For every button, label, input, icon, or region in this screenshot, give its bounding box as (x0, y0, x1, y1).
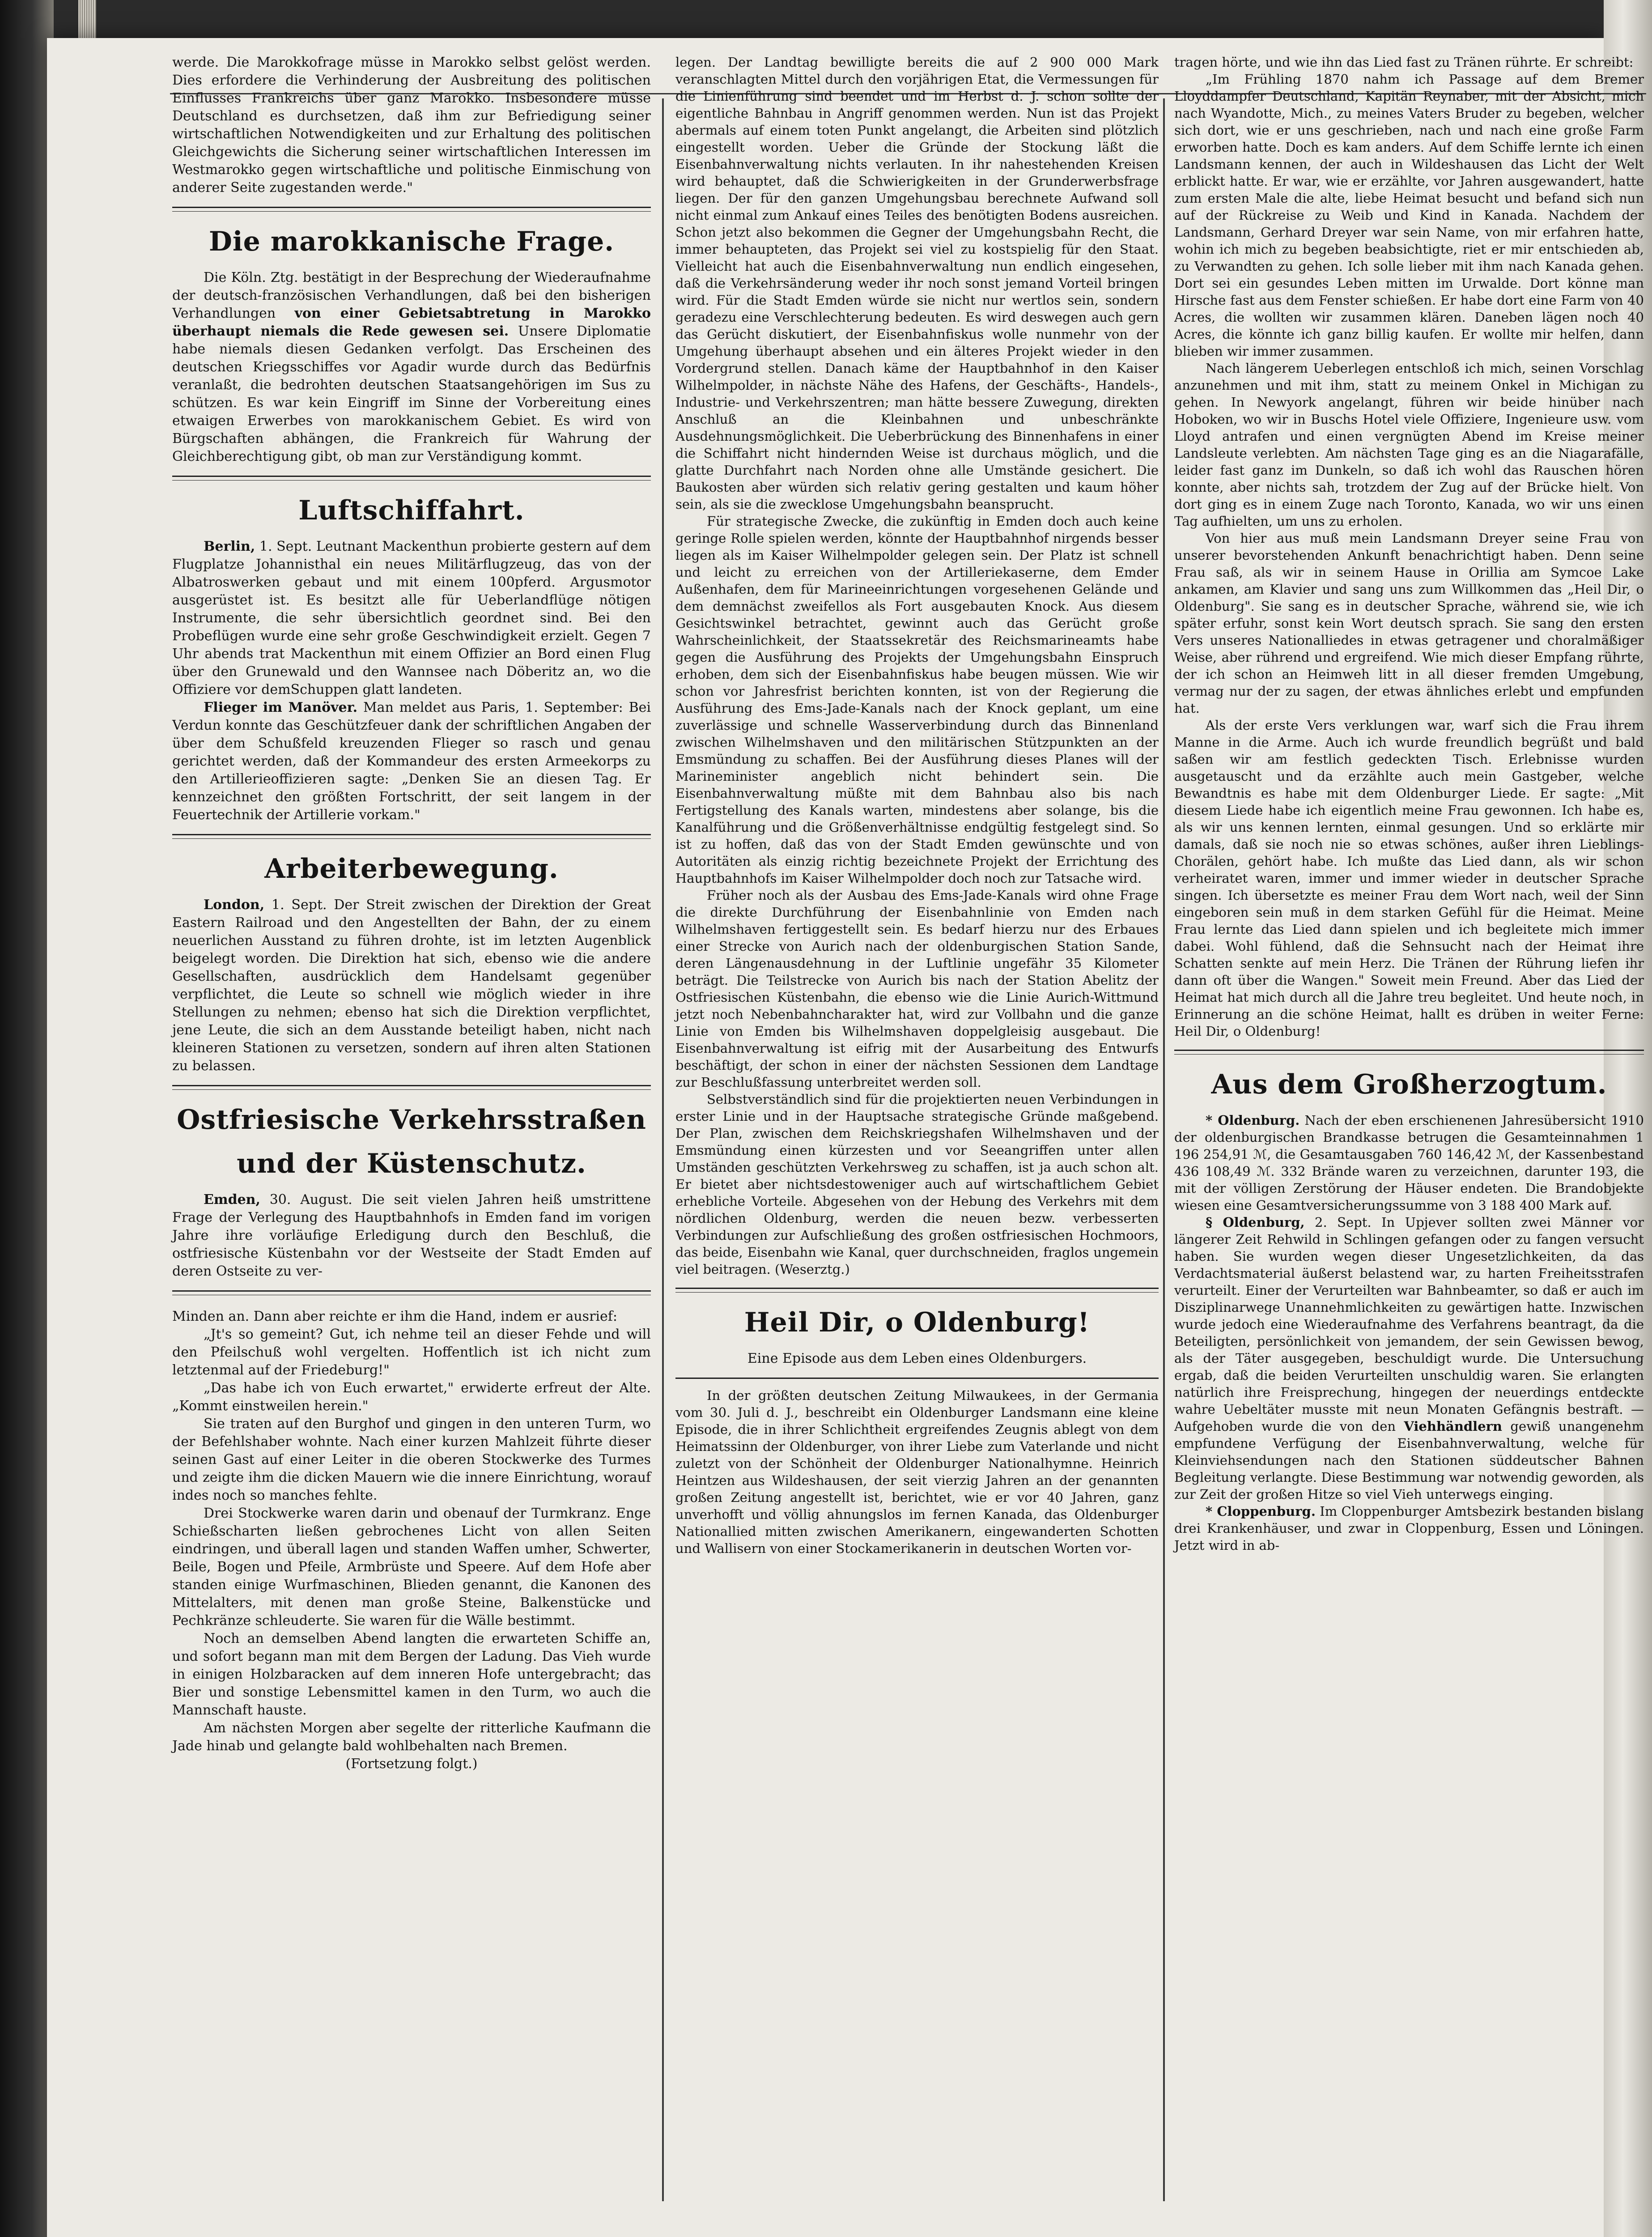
article-paragraph: Früher noch als der Ausbau des Ems-Jade-Kanals wird ohne Frage die direkte Durchführung der Eisenbahnlinie von Emden nach Wilhelmshaven fertiggestellt sein. Es bedarf hierzu nur des Erbaues einer Strecke von Aurich nach der oldenburgischen Station Sande, deren Längenausdehnung in der Luftlinie ungefähr 35 Kilometer beträgt. Die Teilstrecke von Aurich bis nach der Station Abelitz der Ostfriesischen Küstenbahn, die ebenso wie die Linie Aurich-Wittmund jetzt noch Nebenbahncharakter hat, wird zur Vollbahn und die ganze Linie von Emden bis Wilhelmshaven doppelgleisig ausgebaut. Die Eisenbahnverwaltung ist eifrig mit der Ausarbeitung des Entwurfs beschäftigt, der schon in einer der nächsten Sessionen dem Landtage zur Beschlußfassung unterbreitet werden soll. (675, 888, 1159, 1090)
headline-aus-dem-grossherzogtum: Aus dem Großherzogtum. (1211, 1069, 1607, 1100)
dateline: London, (204, 897, 265, 913)
section-separator (172, 1085, 651, 1090)
article-text: gewiß unangenehm empfundene Verfügung der Eisenbahnverwaltung, welche für Kleinviehsendungen nach den Stationen süddeutscher Bahnen Begleitung verlangte. Diese Bestimmung war notwendig geworden, als zur Zeit der großen Hitze so viel Vieh unterwegs einging. (1174, 1419, 1644, 1502)
article-oldenburg-brandkasse (1174, 1112, 1644, 1214)
dateline: § Oldenburg, (1206, 1215, 1305, 1230)
headline-kuestenschutz: und der Küstenschutz. (237, 1148, 586, 1179)
article-text: Nach der eben erschienenen Jahresübersicht 1910 der oldenburgischen Brandkasse betrugen die Gesamteinnahmen 1 196 254,91 ℳ, die Gesamtausgaben 760 146,42 ℳ, der Kassenbestand 436 108,49 ℳ. 332 Brände waren zu verzeichnen, darunter 193, die mit der völligen Zerstörung der Häuser endeten. Die Brandobjekte wiesen eine Gesamtversicherungssumme von 3 188 400 Mark auf. (1174, 1113, 1644, 1213)
article-text: Man meldet aus Paris, 1. September: Bei Verdun konnte das Geschützfeuer dank der schriftlichen Angaben der über dem Schußfeld kreuzenden Flieger so rasch und genau gerichtet werden, daß der Kommandeur des ersten Armeekorps zu den Artillerieoffizieren sagte: „Denken Sie an diesen Tag. Er kennzeichnet den größten Fortschritt, der seit langem in der Feuertechnik der Artillerie vorkam." (172, 700, 651, 823)
article-text: 1. Sept. Der Streit zwischen der Direktion der Great Eastern Railroad und den Angestellten der Bahn, der zu einem neuerlichen Ausstand zu führen drohte, ist im letzten Augenblick beigelegt worden. Die Direktion hat sich, ebenso wie die andere Gesellschaften, ausdrücklich dem Handelsamt gegenüber verpflichtet, die Leute so schnell wie möglich wieder in ihre Stellungen zu nehmen; ebenso hat sich die Direktion verpflichtet, jene Leute, die sich an dem Ausstande beteiligt haben, nicht nach kleineren Stationen zu versetzen, sondern auf ihren alten Stationen zu belassen. (172, 897, 651, 1074)
column-1 (172, 54, 651, 1773)
article-ostfriesische-verkehrsstrassen (172, 1191, 651, 1280)
column-rule-1 (662, 98, 664, 2201)
article-flieger-im-manoever (172, 699, 651, 824)
column-2 (675, 54, 1159, 1557)
article-text: Die Köln. Ztg. bestätigt in der Besprechung der Wiederaufnahme der deutsch-französischen Verhandlungen, daß bei den bisherigen Verhandlungen (172, 270, 651, 321)
article-cloppenburg (1174, 1503, 1644, 1554)
article-text: Im Cloppenburger Amtsbezirk bestanden bislang drei Krankenhäuser, und zwar in Cloppenburg, Essen und Löningen. Jetzt wird in ab- (1174, 1504, 1644, 1553)
feuilleton-paragraph: „Jt's so gemeint? Gut, ich nehme teil an dieser Fehde und will den Pfeilschuß wohl vergelten. Hoffentlich ist ich nicht zum letztenmal auf der Friedeburg!" (172, 1327, 651, 1378)
headline-ostfriesische-verkehrsstrassen: Ostfriesische Verkehrsstraßen (177, 1104, 646, 1136)
article-heil-dir-continuation: tragen hörte, und wie ihn das Lied fast zu Tränen rührte. Er schreibt: (1174, 55, 1634, 70)
article-text: 2. Sept. In Upjever sollten zwei Männer vor längerer Zeit Rehwild in Schlingen gefangen oder zu fangen versucht haben. Sie wurden wegen dieser Ungesetzlichkeiten, da das Verdachtsmaterial äußerst belastend war, zu harten Freiheitsstrafen verurteilt. Einer der Verurteilten war Bahnbeamter, so daß er auch im Disziplinarwege Unannehmlichkeiten zu gewärtigen hatte. Inzwischen wurde jedoch eine Wiederaufnahme des Verfahrens beantragt, da die Beteiligten, persönlichkeit von jemandem, der sein Gewissen bewog, als der Täter ausgegeben, beschuldigt wurde. Die Untersuchung ergab, daß die beiden Verurteilten unschuldig waren. Sie erlangten natürlich ihre Freisprechung, hingegen der neuerdings entdeckte wahre Uebeltäter musste mit neun Monaten Gefängnis bestraft. — Aufgehoben wurde die von den (1174, 1215, 1644, 1434)
headline-luftschiffahrt: Luftschiffahrt. (298, 495, 525, 526)
feuilleton-paragraph: „Das habe ich von Euch erwartet," erwiderte erfreut der Alte. „Kommt einstweilen herein." (172, 1380, 651, 1414)
feuilleton-paragraph: Minden an. Dann aber reichte er ihm die Hand, indem er ausrief: (172, 1309, 617, 1324)
dateline: Berlin, (204, 539, 255, 554)
thin-separator (675, 1378, 1159, 1379)
section-separator (172, 476, 651, 481)
continuation-note: (Fortsetzung folgt.) (345, 1756, 478, 1772)
article-marokko-continuation: werde. Die Marokkofrage müsse in Marokko selbst gelöst werden. Dies erfordere die Verhinderung der Ausbreitung des politischen Einflusses Frankreichs über ganz Marokko. Insbesondere müsse Deutschland es durchsetzen, daß ihm zur Befriedigung seiner wirtschaftlichen Notwendigkeiten und zur Erhaltung des politischen Gleichgewichts die Sicherung seiner wirtschaftlichen Interessen im Westmarokko gegen wirtschaftliche und politische Einmischung von anderer Seite zugestanden werde." (172, 55, 651, 196)
feuilleton-paragraph: Sie traten auf den Burghof und gingen in den unteren Turm, wo der Befehlshaber wohnte. Nach einer kurzen Mahlzeit führte dieser seinen Gast auf einer Leiter in die oberen Stockwerke des Turmes und zeigte ihm die dicken Mauern wie die innere Einrichtung, worauf indes noch so manches fehlte. (172, 1416, 651, 1503)
feuilleton-paragraph: Am nächsten Morgen aber segelte der ritterliche Kaufmann die Jade hinab und gelangte bald wohlbehalten nach Bremen. (172, 1720, 651, 1754)
article-paragraph: Selbstverständlich sind für die projektierten neuen Verbindungen in erster Linie und in der Hauptsache strategische Gründe maßgebend. Der Plan, zwischen dem Reichskriegshafen Wilhelmshaven und der Emsmündung einen kürzesten und vor Seeangriffen unter allen Umständen geschützten Verkehrsweg zu schaffen, ist ja auch schon alt. Er bietet aber nichtsdestoweniger auch auf wirtschaftlichem Gebiet erhebliche Vorteile. Abgesehen von der Hebung des Verkehrs mit dem nördlichen Oldenburg, werden die neuen bezw. verbesserten Verbindungen zur Aufschließung des großen ostfriesischen Hochmoors, das beide, Eisenbahn wie Kanal, quer durchschneiden, fraglos ungemein viel beitragen. (Weserztg.) (675, 1092, 1159, 1277)
bold-word: Viehhändlern (1404, 1419, 1503, 1434)
section-separator (1174, 1050, 1644, 1055)
subheadline-episode: Eine Episode aus dem Leben eines Oldenburgers. (747, 1351, 1087, 1366)
feuilleton-paragraph: Noch an demselben Abend langten die erwarteten Schiffe an, und sofort begann man mit dem Bergen der Ladung. Das Vieh wurde in einigen Holzbaracken auf dem inneren Hofe untergebracht; das Bier und sonstige Lebensmittel kamen in den Turm, wo auch die Mannschaft hauste. (172, 1631, 651, 1718)
article-paragraph: Als der erste Vers verklungen war, warf sich die Frau ihrem Manne in die Arme. Auch ich wurde freundlich begrüßt und bald saßen wir am festlich gedeckten Tisch. Erlebnisse wurden ausgetauscht und da erzählte auch mein Gastgeber, welche Bewandtnis es habe mit dem Oldenburger Liede. Er sagte: „Mit diesem Liede habe ich eigentlich meine Frau gewonnen. Ich habe es, als wir uns kennen lernten, einmal gesungen. Und so erklärte mir damals, daß sie noch nie so etwas schönes, außer ihren Lieblings-Chorälen, gehört habe. Ich mußte das Lied dann, als wir schon verheiratet waren, immer und immer wieder in deutscher Sprache singen. Ich übersetzte es meiner Frau dem Wort nach, weil der Sinn eingeboren sein muß in dem starken Gefühl für die Heimat. Meine Frau lernte das Lied dann spielen und ich begleitete mich immer dabei. Wohl fühlend, daß die Sehnsucht nach der Heimat ihre Schatten senkte auf mein Herz. Die Tränen der Rührung liefen ihr dann oft über die Wangen." Soweit mein Freund. Aber das Lied der Heimat hat mich durch all die Jahre treu begleitet. Und heute noch, in Erinnerung an die schöne Heimat, hallt es drüben in weiter Ferne: Heil Dir, o Oldenburg! (1174, 718, 1644, 1039)
dateline: * Oldenburg. (1206, 1113, 1300, 1128)
section-separator (172, 834, 651, 839)
article-text: Unsere Diplomatie habe niemals diesen Gedanken verfolgt. Das Erscheinen des deutschen Kriegsschiffes vor Agadir wurde durch das Bedürfnis veranlaßt, die bedrohten deutschen Staatsangehörigen im Sus zu schützen. Es war kein Eingriff im Sinne der Vorbereitung eines etwaigen Erwerbes von marokkanischem Gebiet. Es wird von Bürgschaften abhängen, die Frankreich für Wahrung der Gleichberechtigung gibt, ob man zur Verständigung kommt. (172, 323, 651, 464)
article-paragraph: Für strategische Zwecke, die zukünftig in Emden doch auch keine geringe Rolle spielen werden, könnte der Hauptbahnhof nirgends besser liegen als im Kaiser Wilhelmpolder gelegen sein. Der Platz ist schnell und leicht zu erreichen von der Artilleriekaserne, dem Emder Außenhafen, dem für Marineeinrichtungen vorgesehenen Gelände und dem demnächst zweifellos als Fort ausgebauten Knock. Aus diesem Gesichtswinkel betrachtet, gewinnt auch das Gerücht große Wahrscheinlichkeit, der Staatssekretär des Reichsmarineamts habe gegen die Ausführung des Projekts der Umgehungsbahn Einspruch erhoben, dem sich der Eisenbahnfiskus habe beugen müssen. Wie wir schon vor Jahresfrist berichten konnten, ist von der Regierung die Ausführung des Ems-Jade-Kanals nach der Knock geplant, um eine zuverlässige und schnelle Wasserverbindung durch das Binnenland zwischen Wilhelmshaven und den militärischen Stützpunkten an der Emsmündung zu schaffen. Bei der Ausführung dieses Planes will der Marineminister angeblich nicht behindert sein. Die Eisenbahnverwaltung müßte mit dem Bahnbau also bis nach Fertigstellung des Kanals warten, mindestens aber solange, bis die Kanalführung und die Größenverhältnisse endgültig festgelegt sind. So ist zu hoffen, daß das von der Stadt Emden gewünschte und von Autoritäten als einzig richtig bezeichnete Projekt der Errichtung des Hauptbahnhofs im Kaiser Wilhelmpolder doch noch zur Tatsache wird. (675, 514, 1159, 886)
article-oldenburg-upjever (1174, 1214, 1644, 1503)
section-separator (675, 1288, 1159, 1293)
bold-passage: von einer Gebietsabtretung in Marokko überhaupt niemals die Rede gewesen sei. (172, 306, 651, 339)
article-heil-dir: In der größten deutschen Zeitung Milwaukees, in der Germania vom 30. Juli d. J., beschreibt ein Oldenburger Landsmann eine kleine Episode, die in ihrer Schlichtheit ergreifendes Zeugnis ablegt von dem Heimatssinn der Oldenburger, von ihrer Liebe zum Vaterlande und nicht zuletzt von der Schönheit der Oldenburger Nationalhymne. Heinrich Heintzen aus Wildeshausen, der seit vierzig Jahren an der genannten großen Zeitung angestellt ist, berichtet, wie er vor 40 Jahren, ganz unverhofft und völlig ahnungslos im fernen Kanada, das Oldenburger Nationallied mitten zwischen Amerikanern, eingewanderten Schotten und Wallisern von einer Stockamerikanerin in deutschen Worten vor- (675, 1388, 1159, 1556)
article-paragraph: Nach längerem Ueberlegen entschloß ich mich, seinen Vorschlag anzunehmen und mit ihm, statt zu meinem Onkel in Michigan zu gehen. In Newyork angelangt, führen wir beide hinüber nach Hoboken, wo wir in Buschs Hotel viele Offiziere, Ingenieure usw. vom Lloyd antrafen und einen vergnügten Abend im Kreise meiner Landsleute verlebten. Am nächsten Tage ging es an die Niagarafälle, leider fast ganz im Dunkeln, so daß ich wohl das Rauschen hören konnte, aber nichts sah, trotzdem der Zug auf der Brücke hielt. Von dort ging es in einem Zuge nach Toronto, Kanada, wo wir uns einen Tag aufhielten, um uns zu erholen. (1174, 361, 1644, 529)
section-separator (172, 207, 651, 212)
headline-arbeiterbewegung: Arbeiterbewegung. (264, 853, 559, 885)
dateline: Flieger im Manöver. (204, 700, 358, 715)
article-text: 1. Sept. Leutnant Mackenthun probierte gestern auf dem Flugplatze Johannisthal ein neues Militärflugzeug, das von der Albatroswerken gebaut und mit einem 100pferd. Argusmotor ausgerüstet ist. Es besitzt alle für Ueberlandflüge nötigen Instrumente, die sehr übersichtlich geordnet sind. Bei den Probeflügen wurde eine sehr große Geschwindigkeit erzielt. Gegen 7 Uhr abends trat Mackenthun mit einem Offizier an Bord einen Flug über den Grunewald und den Wannsee nach Döberitz an, wo die Offiziere vor demSchuppen glatt landeten. (172, 539, 651, 697)
feuilleton-paragraph: Drei Stockwerke waren darin und obenauf der Turmkranz. Enge Schießscharten ließen gebrochenes Licht von allen Seiten eindringen, und überall lagen und standen Waffen umher, Schwerter, Beile, Bogen und Pfeile, Armbrüste und Speere. Auf dem Hofe aber standen einige Wurfmaschinen, Blieden genannt, die Kanonen des Mittelalters, mit denen man große Steine, Balkenstücke und Pechkränze schleuderte. Sie waren für die Wälle bestimmt. (172, 1506, 651, 1629)
column-rule-2 (1163, 98, 1165, 2201)
column-3 (1174, 54, 1644, 1554)
dateline: Emden, (204, 1192, 260, 1208)
headline-heil-dir-o-oldenburg: Heil Dir, o Oldenburg! (744, 1307, 1090, 1338)
headline-marokkanische-frage: Die marokkanische Frage. (208, 226, 615, 257)
article-marokkanische-frage (172, 269, 651, 466)
binding-shadow (0, 0, 54, 2237)
article-paragraph: Von hier aus muß mein Landsmann Dreyer seine Frau von unserer bevorstehenden Ankunft benachrichtigt haben. Denn seine Frau saß, als wir in seinem Hause in Orillia am Symcoe Lake ankamen, am Klavier und sang uns zum Willkommen das „Heil Dir, o Oldenburg". Sie sang es in deutscher Sprache, während sie, wie ich später erfuhr, sonst kein Wort deutsch sprach. Sie sang den ersten Vers unseres Nationalliedes in etwas getragener und choralmäßiger Weise, aber rührend und ergreifend. Wie mich dieser Empfang rührte, der ich schon an Heimweh litt in all dieser fremden Umgebung, vermag nur der zu sagen, der etwas ähnliches erlebt und empfunden hat. (1174, 531, 1644, 716)
article-luftschiffahrt-berlin (172, 538, 651, 699)
article-paragraph: „Im Frühling 1870 nahm ich Passage auf dem Bremer Lloyddampfer Deutschland, Kapitän Reynaber, mit der Absicht, mich nach Wyandotte, Mich., zu meines Vaters Bruder zu begeben, welcher sich dort, wie er uns geschrieben, nach und nach eine große Farm erworben hatte. Doch es kam anders. Auf dem Schiffe lernte ich einen Landsmann kennen, der auch in Wildeshausen das Licht der Welt erblickt hatte. Er war, wie er erzählte, vor Jahren ausgewandert, hatte zum ersten Male die alte, liebe Heimat besucht und befand sich nun auf der Rückreise zu Weib und Kind in Kanada. Nachdem der Landsmann, Gerhard Dreyer war sein Name, von mir erfahren hatte, wohin ich mich zu begeben beabsichtigte, riet er mir entschieden ab, zu Verwandten zu gehen. Ich solle lieber mit ihm nach Kanada gehen. Dort sei ein gesundes Leben mitten im Urwalde. Dort könne man Hirsche fast aus dem Fenster schießen. Er habe dort eine Farm von 40 Acres, die wollten wir zusammen klären. Daneben lägen noch 40 Acres, die könnte ich ganz billig kaufen. Er wollte mir helfen, dann blieben wir immer zusammen. (1174, 72, 1644, 359)
article-text: 30. August. Die seit vielen Jahren heiß umstrittene Frage der Verlegung des Hauptbahnhofs in Emden fand im vorigen Jahre ihre vorläufige Erledigung durch den Beschluß, die ostfriesische Küstenbahn vor der Westseite der Stadt Emden auf deren Ostseite zu ver- (172, 1192, 651, 1279)
feuilleton-separator (172, 1290, 651, 1295)
article-arbeiterbewegung (172, 896, 651, 1075)
dateline: * Cloppenburg. (1206, 1504, 1316, 1519)
article-ostfriesische-continuation: legen. Der Landtag bewilligte bereits die auf 2 900 000 Mark veranschlagten Mittel durch den vorjährigen Etat, die Vermessungen für die Linienführung sind beendet und im Herbst d. J. schon sollte der eigentliche Bahnbau in Angriff genommen werden. Nun ist das Projekt abermals auf einem toten Punkt angelangt, die Arbeiten sind plötzlich eingestellt worden. Ueber die Gründe der Stockung läßt die Eisenbahnverwaltung nichts verlauten. In ihr nahestehenden Kreisen wird behauptet, daß die Schwierigkeiten in der Grunderwerbsfrage liegen. Der für den ganzen Umgehungsbau berechnete Aufwand soll nicht einmal zum Ankauf eines Teiles des benötigten Bodens ausreichen. Schon jetzt also bekommen die Gegner der Umgehungsbahn Recht, die immer behaupteten, das Projekt sei viel zu kostspielig für den Staat. Vielleicht hat auch die Eisenbahnverwaltung nun endlich eingesehen, daß die Verkehrsänderung weder ihr noch sonst jemand Vorteil bringen wird. Für die Stadt Emden würde sie nicht nur wertlos sein, sondern geradezu eine Verschlechterung bedeuten. Es wird deswegen auch gern das Gerücht diskutiert, der Eisenbahnfiskus wolle nunmehr von der Umgehung überhaupt absehen und ein älteres Projekt wieder in den Vordergrund stellen. Danach käme der Hauptbahnhof in den Kaiser Wilhelmpolder, in nächste Nähe des Hafens, der Geschäfts-, Handels-, Industrie- und Verkehrszentren; man hätte bessere Zuwegung, direkten Anschluß an die Kleinbahnen und unbeschränkte Ausdehnungsmöglichkeit. Die Ueberbrückung des Binnenhafens in einer die Schiffahrt nicht hindernden Weise ist durchaus möglich, und die glatte Durchfahrt nach Norden ohne alle Umstände gesichert. Die Baukosten aber würden sich relativ gering gestalten und kaum höher sein, als sie die zwecklose Umgehungsbahn beansprucht. (675, 55, 1159, 512)
